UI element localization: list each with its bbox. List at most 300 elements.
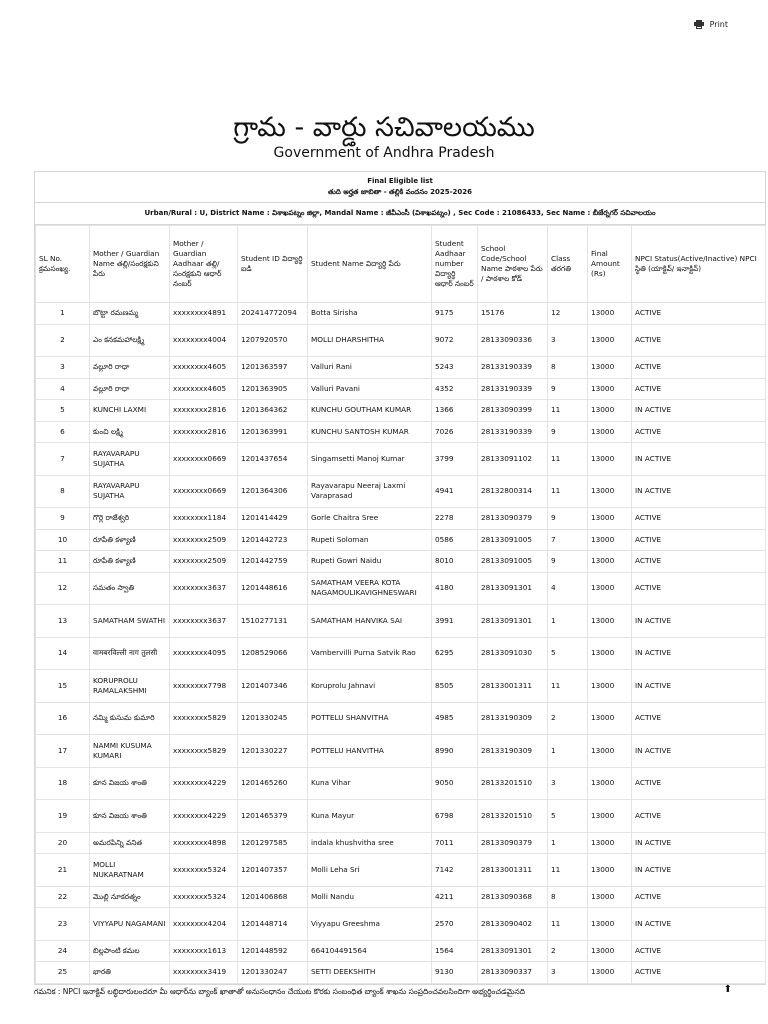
filter-summary: Urban/Rural : U, District Name : విశాఖపట్నం జిల్లా, Mandal Name : జీవీఎంసీ (విశాఖపట్నం) , Sec Code : 21086433, Sec Name : బీజేర్నగర్ సచివాలయం xyxy=(35,203,765,225)
cell-student-name: Rupeti Soloman xyxy=(308,529,432,551)
cell-mother-name: వల్లూరి రాధా xyxy=(90,378,170,400)
table-row xyxy=(36,508,766,530)
cell-student-name: Valluri Pavani xyxy=(308,378,432,400)
footer-note: గమనిక : NPCI ఇనాక్టివ్ లబ్ధిదారులందరూ మీ ఆధార్‌ను బ్యాంక్ ఖాతాతో అనుసంధానం చేయుట కొరకు సంబంధిత బ్యాంక్ శాఖను సంప్రదించవలసిందిగా అభ్యర్థించడమైనది xyxy=(34,987,526,996)
printer-icon xyxy=(694,20,704,29)
cell-school: 28133090379 xyxy=(478,508,548,530)
cell-amount: 13000 xyxy=(588,378,632,400)
cell-amount: 13000 xyxy=(588,400,632,422)
cell-mother-aadhaar: xxxxxxxx2509 xyxy=(170,551,238,573)
cell-mother-aadhaar: xxxxxxxx0669 xyxy=(170,475,238,508)
table-row xyxy=(36,400,766,422)
cell-mother-aadhaar: xxxxxxxx4891 xyxy=(170,303,238,325)
cell-student-name: Kuna Mayur xyxy=(308,800,432,833)
cell-amount: 13000 xyxy=(588,508,632,530)
cell-student-id: 1201465260 xyxy=(238,767,308,800)
cell-npci-status: ACTIVE xyxy=(632,357,766,379)
cell-amount: 13000 xyxy=(588,832,632,854)
table-row xyxy=(36,357,766,379)
cell-mother-aadhaar: xxxxxxxx0669 xyxy=(170,443,238,476)
cell-student-aadhaar: 4211 xyxy=(432,886,478,908)
cell-student-id: 1201407346 xyxy=(238,670,308,703)
cell-sl: 9 xyxy=(36,508,90,530)
cell-school: 28133091005 xyxy=(478,551,548,573)
cell-class: 5 xyxy=(548,637,588,670)
cell-class: 9 xyxy=(548,378,588,400)
cell-student-id: 1201364362 xyxy=(238,400,308,422)
col-npci-status: NPCI Status(Active/Inactive) NPCI స్థితి (యాక్టివ్/ ఇనాక్టివ్) xyxy=(632,226,766,303)
cell-school: 28133190339 xyxy=(478,357,548,379)
cell-amount: 13000 xyxy=(588,324,632,357)
cell-sl: 13 xyxy=(36,605,90,638)
cell-school: 28133201510 xyxy=(478,767,548,800)
cell-amount: 13000 xyxy=(588,357,632,379)
cell-student-aadhaar: 3799 xyxy=(432,443,478,476)
cell-mother-aadhaar: xxxxxxxx2816 xyxy=(170,421,238,443)
cell-class: 7 xyxy=(548,529,588,551)
cell-student-name: Rupeti Gowri Naidu xyxy=(308,551,432,573)
cell-npci-status: ACTIVE xyxy=(632,962,766,984)
cell-student-name: Botta Sirisha xyxy=(308,303,432,325)
table-header-row xyxy=(36,226,766,303)
cell-school: 28133190309 xyxy=(478,702,548,735)
table-row xyxy=(36,854,766,887)
cell-school: 15176 xyxy=(478,303,548,325)
table-row xyxy=(36,378,766,400)
cell-class: 8 xyxy=(548,357,588,379)
cell-student-aadhaar: 4180 xyxy=(432,572,478,605)
cell-student-aadhaar: 1366 xyxy=(432,400,478,422)
cell-student-aadhaar: 9175 xyxy=(432,303,478,325)
cell-mother-name: రూపేతి కళ్యాణి xyxy=(90,551,170,573)
cell-student-aadhaar: 2570 xyxy=(432,908,478,941)
cell-npci-status: ACTIVE xyxy=(632,551,766,573)
cell-mother-aadhaar: xxxxxxxx4004 xyxy=(170,324,238,357)
cell-student-name: Molli Leha Sri xyxy=(308,854,432,887)
cell-school: 28133001311 xyxy=(478,854,548,887)
cell-mother-aadhaar: xxxxxxxx4898 xyxy=(170,832,238,854)
cell-class: 1 xyxy=(548,735,588,768)
cell-class: 2 xyxy=(548,702,588,735)
cell-student-name: MOLLI DHARSHITHA xyxy=(308,324,432,357)
cell-student-name: Rayavarapu Neeraj Laxmi Varaprasad xyxy=(308,475,432,508)
cell-class: 11 xyxy=(548,400,588,422)
cell-student-id: 1201363905 xyxy=(238,378,308,400)
cell-amount: 13000 xyxy=(588,443,632,476)
table-row xyxy=(36,886,766,908)
cell-npci-status: IN ACTIVE xyxy=(632,908,766,941)
col-student-aadhaar: Student Aadhaar number విద్యార్థి ఆధార్ నంబర్ xyxy=(432,226,478,303)
cell-student-aadhaar: 8990 xyxy=(432,735,478,768)
cell-mother-name: KUNCHI LAXMI xyxy=(90,400,170,422)
cell-sl: 18 xyxy=(36,767,90,800)
cell-class: 1 xyxy=(548,832,588,854)
cell-student-aadhaar: 7026 xyxy=(432,421,478,443)
table-row xyxy=(36,702,766,735)
cell-school: 28133091030 xyxy=(478,637,548,670)
cell-mother-aadhaar: xxxxxxxx4095 xyxy=(170,637,238,670)
cell-amount: 13000 xyxy=(588,605,632,638)
cell-mother-name: అమరపిన్ని వనిత xyxy=(90,832,170,854)
cell-student-aadhaar: 8505 xyxy=(432,670,478,703)
cell-mother-aadhaar: xxxxxxxx4605 xyxy=(170,378,238,400)
table-row xyxy=(36,832,766,854)
cell-sl: 25 xyxy=(36,962,90,984)
cell-student-name: Vambervilli Purna Satvik Rao xyxy=(308,637,432,670)
cell-student-id: 1201297585 xyxy=(238,832,308,854)
cell-mother-aadhaar: xxxxxxxx5324 xyxy=(170,854,238,887)
cell-npci-status: IN ACTIVE xyxy=(632,637,766,670)
table-row xyxy=(36,940,766,962)
cell-school: 28133091102 xyxy=(478,443,548,476)
cell-amount: 13000 xyxy=(588,637,632,670)
print-button[interactable] xyxy=(694,20,728,29)
cell-npci-status: IN ACTIVE xyxy=(632,475,766,508)
cell-student-name: Valluri Rani xyxy=(308,357,432,379)
cell-class: 9 xyxy=(548,508,588,530)
cell-student-id: 1201330227 xyxy=(238,735,308,768)
cell-sl: 4 xyxy=(36,378,90,400)
cell-mother-aadhaar: xxxxxxxx2509 xyxy=(170,529,238,551)
cell-student-name: SAMATHAM VEERA KOTA NAGAMOULIKAVIGHNESWARI xyxy=(308,572,432,605)
cell-class: 4 xyxy=(548,572,588,605)
cell-student-id: 1201448616 xyxy=(238,572,308,605)
cell-student-id: 1207920570 xyxy=(238,324,308,357)
cell-npci-status: ACTIVE xyxy=(632,508,766,530)
cell-class: 5 xyxy=(548,800,588,833)
cell-student-aadhaar: 4941 xyxy=(432,475,478,508)
cell-sl: 12 xyxy=(36,572,90,605)
cell-amount: 13000 xyxy=(588,767,632,800)
table-row xyxy=(36,443,766,476)
col-mother-name: Mother / Guardian Name తల్లి/సంరక్షకుని పేరు xyxy=(90,226,170,303)
cell-amount: 13000 xyxy=(588,854,632,887)
cell-student-aadhaar: 9130 xyxy=(432,962,478,984)
cell-student-aadhaar: 6798 xyxy=(432,800,478,833)
cell-npci-status: ACTIVE xyxy=(632,378,766,400)
cell-student-id: 1201442759 xyxy=(238,551,308,573)
cell-npci-status: ACTIVE xyxy=(632,303,766,325)
table-row xyxy=(36,800,766,833)
table-row xyxy=(36,767,766,800)
cell-mother-aadhaar: xxxxxxxx3637 xyxy=(170,572,238,605)
cell-student-name: SETTI DEEKSHITH xyxy=(308,962,432,984)
cell-mother-name: బిల్లపాంటి కమల xyxy=(90,940,170,962)
cell-npci-status: ACTIVE xyxy=(632,886,766,908)
cell-class: 11 xyxy=(548,908,588,941)
cell-sl: 20 xyxy=(36,832,90,854)
cell-mother-aadhaar: xxxxxxxx7798 xyxy=(170,670,238,703)
cell-mother-name: కూన విజయ శాంతి xyxy=(90,800,170,833)
cell-npci-status: ACTIVE xyxy=(632,324,766,357)
cell-student-name: KUNCHU SANTOSH KUMAR xyxy=(308,421,432,443)
cell-student-id: 1201442723 xyxy=(238,529,308,551)
list-heading: Final Eligible list xyxy=(367,177,433,185)
cell-student-aadhaar: 1564 xyxy=(432,940,478,962)
cell-student-id: 1201465379 xyxy=(238,800,308,833)
cell-npci-status: IN ACTIVE xyxy=(632,832,766,854)
cell-sl: 3 xyxy=(36,357,90,379)
cell-student-name: Gorle Chaitra Sree xyxy=(308,508,432,530)
cell-sl: 11 xyxy=(36,551,90,573)
cell-student-name: KUNCHU GOUTHAM KUMAR xyxy=(308,400,432,422)
cell-mother-name: గొర్లె రాజేశ్వరి xyxy=(90,508,170,530)
cell-student-name: POTTELU SHANVITHA xyxy=(308,702,432,735)
cell-npci-status: ACTIVE xyxy=(632,800,766,833)
table-row xyxy=(36,572,766,605)
table-row xyxy=(36,324,766,357)
cell-school: 28133190339 xyxy=(478,378,548,400)
eligible-table xyxy=(35,225,766,984)
cell-mother-name: నమ్మి కుసుమ కుమారి xyxy=(90,702,170,735)
page-title: గ్రామ - వార్డు సచివాలయము xyxy=(233,112,535,143)
col-school: School Code/School Name పాఠశాల పేరు / పాఠశాల కోడ్ xyxy=(478,226,548,303)
cell-mother-aadhaar: xxxxxxxx4229 xyxy=(170,767,238,800)
cell-sl: 1 xyxy=(36,303,90,325)
cell-student-id: 1201406868 xyxy=(238,886,308,908)
cell-npci-status: IN ACTIVE xyxy=(632,854,766,887)
cell-mother-name: మొల్లి నూకరత్నం xyxy=(90,886,170,908)
cell-amount: 13000 xyxy=(588,303,632,325)
cell-class: 3 xyxy=(548,767,588,800)
cell-mother-aadhaar: xxxxxxxx3419 xyxy=(170,962,238,984)
cell-sl: 8 xyxy=(36,475,90,508)
cell-student-aadhaar: 4985 xyxy=(432,702,478,735)
cell-student-aadhaar: 2278 xyxy=(432,508,478,530)
cell-student-id: 1201330245 xyxy=(238,702,308,735)
cell-amount: 13000 xyxy=(588,962,632,984)
cell-amount: 13000 xyxy=(588,908,632,941)
cell-student-id: 1510277131 xyxy=(238,605,308,638)
cell-mother-name: VIYYAPU NAGAMANI xyxy=(90,908,170,941)
cell-school: 28133090337 xyxy=(478,962,548,984)
cell-mother-name: NAMMI KUSUMA KUMARI xyxy=(90,735,170,768)
cell-school: 28133090402 xyxy=(478,908,548,941)
table-row xyxy=(36,551,766,573)
cell-amount: 13000 xyxy=(588,670,632,703)
cell-student-name: Kuna Vihar xyxy=(308,767,432,800)
cell-amount: 13000 xyxy=(588,800,632,833)
cell-sl: 2 xyxy=(36,324,90,357)
cell-npci-status: IN ACTIVE xyxy=(632,400,766,422)
print-label: Print xyxy=(709,20,728,29)
cell-student-id: 1201330247 xyxy=(238,962,308,984)
cell-school: 28133001311 xyxy=(478,670,548,703)
cell-student-id: 1201407357 xyxy=(238,854,308,887)
cell-school: 28133091301 xyxy=(478,605,548,638)
cell-student-aadhaar: 3991 xyxy=(432,605,478,638)
cell-student-name: Molli Nandu xyxy=(308,886,432,908)
cell-student-aadhaar: 6295 xyxy=(432,637,478,670)
cell-mother-aadhaar: xxxxxxxx3637 xyxy=(170,605,238,638)
cell-class: 3 xyxy=(548,324,588,357)
cell-amount: 13000 xyxy=(588,735,632,768)
cell-student-aadhaar: 7142 xyxy=(432,854,478,887)
cell-class: 8 xyxy=(548,886,588,908)
cell-student-aadhaar: 8010 xyxy=(432,551,478,573)
cell-school: 28133090379 xyxy=(478,832,548,854)
cell-sl: 15 xyxy=(36,670,90,703)
cell-student-aadhaar: 0586 xyxy=(432,529,478,551)
cell-student-aadhaar: 9072 xyxy=(432,324,478,357)
cell-class: 11 xyxy=(548,443,588,476)
cell-mother-name: వల్లూరి రాధా xyxy=(90,357,170,379)
cell-npci-status: IN ACTIVE xyxy=(632,735,766,768)
cell-student-aadhaar: 9050 xyxy=(432,767,478,800)
cell-school: 28133091301 xyxy=(478,940,548,962)
cell-class: 3 xyxy=(548,962,588,984)
cell-class: 11 xyxy=(548,670,588,703)
cell-student-name: Koruprolu Jahnavi xyxy=(308,670,432,703)
cell-sl: 19 xyxy=(36,800,90,833)
cell-amount: 13000 xyxy=(588,886,632,908)
cell-mother-aadhaar: xxxxxxxx1184 xyxy=(170,508,238,530)
cell-npci-status: ACTIVE xyxy=(632,572,766,605)
list-subheading: తుది అర్హత జాబితా - తల్లికి వందనం 2025-2026 xyxy=(328,188,472,196)
cell-npci-status: ACTIVE xyxy=(632,767,766,800)
cell-mother-name: SAMATHAM SWATHI xyxy=(90,605,170,638)
arrow-up-icon[interactable]: ⬆ xyxy=(723,984,732,995)
cell-npci-status: ACTIVE xyxy=(632,529,766,551)
cell-school: 28133090368 xyxy=(478,886,548,908)
cell-student-id: 1201414429 xyxy=(238,508,308,530)
cell-mother-name: RAYAVARAPU SUJATHA xyxy=(90,475,170,508)
cell-student-name: SAMATHAM HANVIKA SAI xyxy=(308,605,432,638)
cell-class: 9 xyxy=(548,421,588,443)
cell-student-name: 664104491564 xyxy=(308,940,432,962)
cell-class: 1 xyxy=(548,605,588,638)
page-subtitle: Government of Andhra Pradesh xyxy=(273,145,495,161)
cell-sl: 24 xyxy=(36,940,90,962)
cell-school: 28133091005 xyxy=(478,529,548,551)
table-row xyxy=(36,475,766,508)
table-row xyxy=(36,735,766,768)
cell-sl: 17 xyxy=(36,735,90,768)
cell-class: 11 xyxy=(548,854,588,887)
table-row xyxy=(36,962,766,984)
cell-student-id: 1201364306 xyxy=(238,475,308,508)
cell-mother-name: MOLLI NUKARATNAM xyxy=(90,854,170,887)
cell-student-aadhaar: 4352 xyxy=(432,378,478,400)
cell-mother-aadhaar: xxxxxxxx5324 xyxy=(170,886,238,908)
cell-class: 2 xyxy=(548,940,588,962)
cell-student-id: 1201363597 xyxy=(238,357,308,379)
table-row xyxy=(36,637,766,670)
cell-mother-name: రూపేతి కళ్యాణి xyxy=(90,529,170,551)
cell-student-name: indala khushvitha sree xyxy=(308,832,432,854)
cell-amount: 13000 xyxy=(588,475,632,508)
cell-mother-aadhaar: xxxxxxxx4204 xyxy=(170,908,238,941)
cell-student-name: Viyyapu Greeshma xyxy=(308,908,432,941)
col-sl: SL No. క్రమసంఖ్య. xyxy=(36,226,90,303)
cell-mother-aadhaar: xxxxxxxx4229 xyxy=(170,800,238,833)
col-student-name: Student Name విద్యార్థి పేరు xyxy=(308,226,432,303)
col-amount: Final Amount (Rs) xyxy=(588,226,632,303)
cell-npci-status: ACTIVE xyxy=(632,421,766,443)
cell-school: 28133201510 xyxy=(478,800,548,833)
cell-school: 28133090399 xyxy=(478,400,548,422)
cell-student-id: 1201448714 xyxy=(238,908,308,941)
table-row xyxy=(36,529,766,551)
cell-school: 28132800314 xyxy=(478,475,548,508)
cell-mother-name: वामबरविल्ली नाग तुलसी xyxy=(90,637,170,670)
cell-amount: 13000 xyxy=(588,551,632,573)
cell-mother-name: బొట్టా రమణమ్మ xyxy=(90,303,170,325)
cell-npci-status: IN ACTIVE xyxy=(632,670,766,703)
cell-mother-name: KORUPROLU RAMALAKSHMI xyxy=(90,670,170,703)
col-mother-aadhaar: Mother / Guardian Aadhaar తల్లి/ సంరక్షకుని ఆధార్ నంబర్ xyxy=(170,226,238,303)
cell-mother-aadhaar: xxxxxxxx5829 xyxy=(170,735,238,768)
cell-mother-name: సమతం స్వాతి xyxy=(90,572,170,605)
cell-mother-name: ఎం కనకమహాలక్ష్మి xyxy=(90,324,170,357)
cell-student-id: 1208529066 xyxy=(238,637,308,670)
col-student-id: Student ID విద్యార్థి ఐడి xyxy=(238,226,308,303)
cell-school: 28133091301 xyxy=(478,572,548,605)
cell-npci-status: IN ACTIVE xyxy=(632,605,766,638)
cell-mother-name: RAYAVARAPU SUJATHA xyxy=(90,443,170,476)
cell-npci-status: ACTIVE xyxy=(632,940,766,962)
cell-mother-aadhaar: xxxxxxxx4605 xyxy=(170,357,238,379)
cell-school: 28133090336 xyxy=(478,324,548,357)
cell-sl: 14 xyxy=(36,637,90,670)
cell-school: 28133190339 xyxy=(478,421,548,443)
cell-mother-aadhaar: xxxxxxxx5829 xyxy=(170,702,238,735)
cell-sl: 21 xyxy=(36,854,90,887)
table-row xyxy=(36,303,766,325)
table-row xyxy=(36,605,766,638)
eligible-list xyxy=(34,171,766,985)
table-body xyxy=(36,303,766,984)
cell-class: 9 xyxy=(548,551,588,573)
cell-mother-aadhaar: xxxxxxxx1613 xyxy=(170,940,238,962)
table-row xyxy=(36,908,766,941)
cell-mother-name: భారతి xyxy=(90,962,170,984)
cell-student-name: POTTELU HANVITHA xyxy=(308,735,432,768)
cell-sl: 6 xyxy=(36,421,90,443)
cell-sl: 5 xyxy=(36,400,90,422)
cell-amount: 13000 xyxy=(588,940,632,962)
cell-amount: 13000 xyxy=(588,529,632,551)
cell-school: 28133190309 xyxy=(478,735,548,768)
cell-amount: 13000 xyxy=(588,421,632,443)
col-class: Class తరగతి xyxy=(548,226,588,303)
cell-sl: 23 xyxy=(36,908,90,941)
cell-student-id: 1201363991 xyxy=(238,421,308,443)
cell-student-id: 1201448592 xyxy=(238,940,308,962)
cell-amount: 13000 xyxy=(588,572,632,605)
cell-npci-status: ACTIVE xyxy=(632,702,766,735)
cell-mother-aadhaar: xxxxxxxx2816 xyxy=(170,400,238,422)
table-row xyxy=(36,421,766,443)
cell-sl: 16 xyxy=(36,702,90,735)
cell-student-aadhaar: 7011 xyxy=(432,832,478,854)
cell-sl: 22 xyxy=(36,886,90,908)
list-heading-block xyxy=(35,172,765,203)
cell-class: 12 xyxy=(548,303,588,325)
cell-student-id: 1201437654 xyxy=(238,443,308,476)
cell-sl: 7 xyxy=(36,443,90,476)
cell-student-aadhaar: 5243 xyxy=(432,357,478,379)
table-row xyxy=(36,670,766,703)
cell-student-id: 202414772094 xyxy=(238,303,308,325)
cell-sl: 10 xyxy=(36,529,90,551)
cell-mother-name: కుంచి లక్ష్మి xyxy=(90,421,170,443)
cell-mother-name: కూన విజయ శాంతి xyxy=(90,767,170,800)
cell-npci-status: IN ACTIVE xyxy=(632,443,766,476)
cell-student-name: Singamsetti Manoj Kumar xyxy=(308,443,432,476)
cell-class: 11 xyxy=(548,475,588,508)
cell-amount: 13000 xyxy=(588,702,632,735)
